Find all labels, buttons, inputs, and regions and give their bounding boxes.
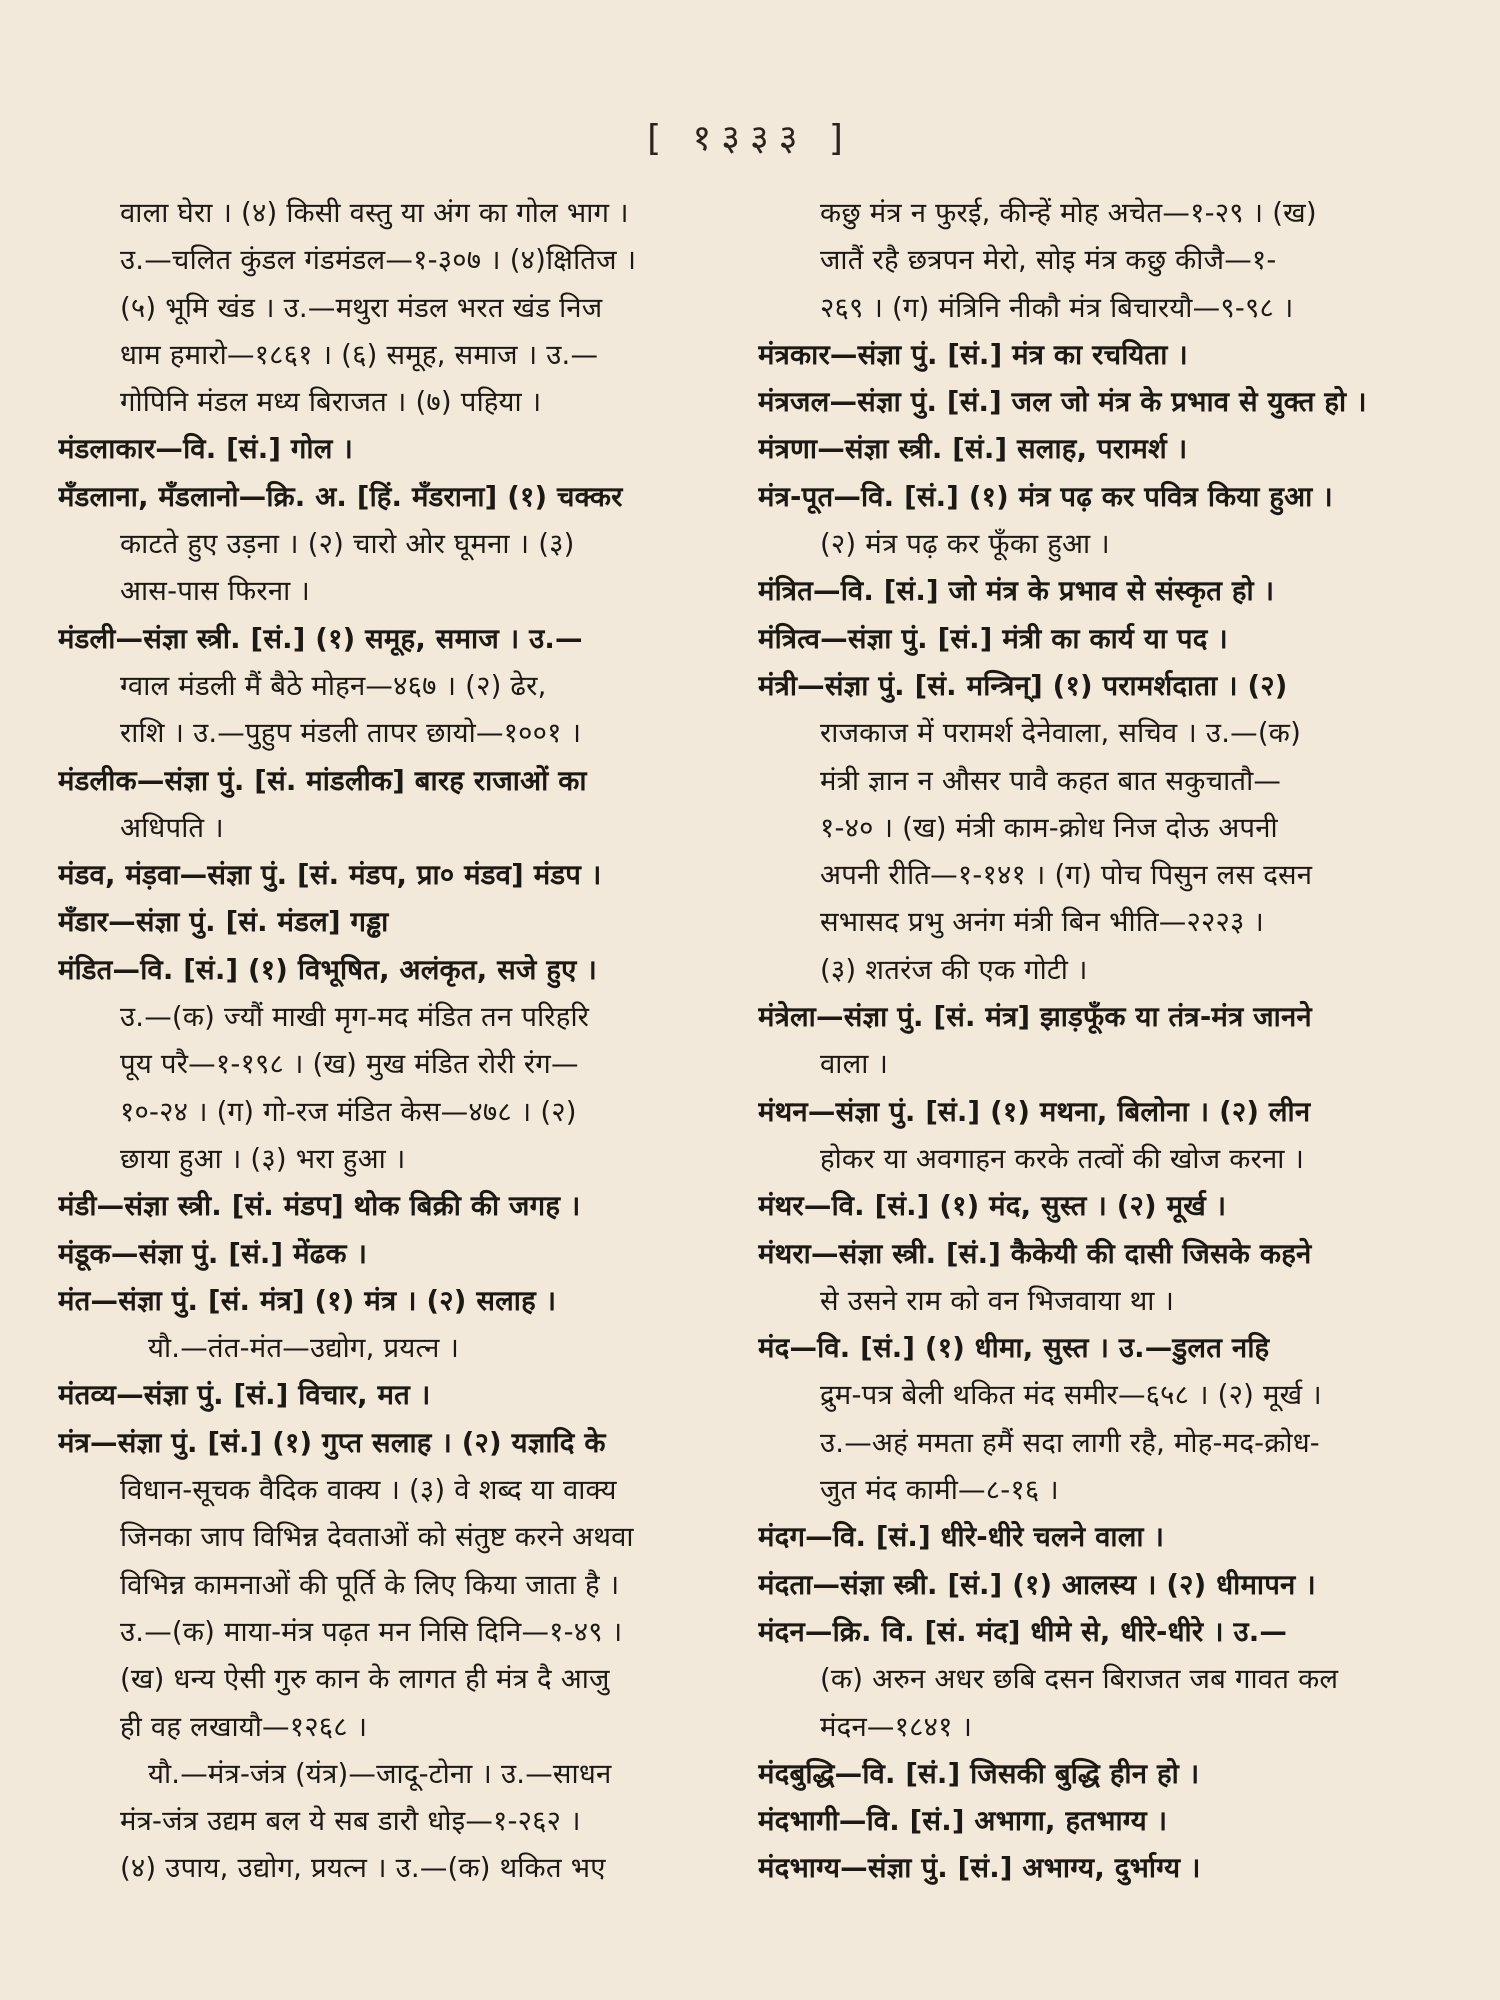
entry-headword-line: मंदभागी—वि. [सं.] अभागा, हतभाग्य । <box>758 1805 1168 1838</box>
entry-text-line: कछु मंत्र न फुरई, कीन्हें मोह अचेत—१-२९ । (ख) <box>820 197 1317 229</box>
entry-text-line: वाला घेरा । (४) किसी वस्तु या अंग का गोल भाग । <box>120 197 629 229</box>
entry-text-line: उ.—चलित कुंडल गंडमंडल—१-३०७ । (४)क्षितिज । <box>120 244 637 277</box>
entry-headword-line: मंडव, मंड़वा—संज्ञा पुं. [सं. मंडप, प्रा० मंडव] मंडप । <box>58 859 602 892</box>
entry-text-line: राजकाज में परामर्श देनेवाला, सचिव । उ.—(क) <box>820 717 1302 750</box>
entry-text-line: जिनका जाप विभिन्न देवताओं को संतुष्ट करने अथवा <box>120 1521 634 1554</box>
entry-text-line: काटते हुए उड़ना । (२) चारो ओर घूमना । (३) <box>120 528 575 561</box>
entry-headword-line: मँडलाना, मँडलानो—क्रि. अ. [हिं. मँडराना] (१) चक्कर <box>58 480 623 513</box>
entry-text-line: जुत मंद कामी—८-१६ । <box>820 1474 1059 1507</box>
entry-headword-line: मंडलीक—संज्ञा पुं. [सं. मांडलीक] बारह राजाओं का <box>58 764 587 797</box>
page-number: [ १३३३ ] <box>647 118 853 159</box>
entry-text-line: छाया हुआ । (३) भरा हुआ । <box>120 1142 406 1175</box>
entry-text-line: सभासद प्रभु अनंग मंत्री बिन भीति—२२२३ । <box>820 906 1265 939</box>
entry-text-line: १०-२४ । (ग) गो-रज मंडित केस—४७८ । (२) <box>120 1095 577 1128</box>
entry-text-line: विभिन्न कामनाओं की पूर्ति के लिए किया जाता है । <box>120 1568 620 1601</box>
entry-headword-line: मंत—संज्ञा पुं. [सं. मंत्र] (१) मंत्र । (२) सलाह । <box>58 1284 557 1317</box>
entry-text-line: (४) उपाय, उद्योग, प्रयत्न । उ.—(क) थकित भए <box>120 1852 606 1885</box>
entry-text-line: (५) भूमि खंड । उ.—मथुरा मंडल भरत खंड निज <box>120 291 603 324</box>
entry-headword-line: मंथन—संज्ञा पुं. [सं.] (१) मथना, बिलोना । (२) लीन <box>758 1095 1311 1128</box>
entry-headword-line: मंत्रणा—संज्ञा स्त्री. [सं.] सलाह, परामर्श । <box>758 433 1188 466</box>
entry-text-line: मंत्री ज्ञान न औसर पावै कहत बात सकुचातौ— <box>820 764 1282 797</box>
entry-headword-line: मंडली—संज्ञा स्त्री. [सं.] (१) समूह, समाज । उ.— <box>58 622 583 655</box>
entry-headword-line: मंडूक—संज्ञा पुं. [सं.] मेंढक । <box>58 1237 368 1270</box>
entry-headword-line: मंत्रित—वि. [सं.] जो मंत्र के प्रभाव से संस्कृत हो । <box>758 575 1275 608</box>
entry-headword-line: मंडित—वि. [सं.] (१) विभूषित, अलंकृत, सजे हुए । <box>58 953 597 986</box>
entry-headword-line: मंत्र—संज्ञा पुं. [सं.] (१) गुप्त सलाह । (२) यज्ञादि के <box>58 1426 606 1459</box>
entry-text-line: (३) शतरंज की एक गोटी । <box>820 953 1088 986</box>
entry-text-line: उ.—अहं ममता हमैं सदा लागी रहै, मोह-मद-क्रोध- <box>820 1426 1320 1459</box>
entry-headword-line: मंत्र-पूत—वि. [सं.] (१) मंत्र पढ़ कर पवित्र किया हुआ । <box>758 480 1333 513</box>
entry-text-line: अपनी रीति—१-१४१ । (ग) पोच पिसुन लस दसन <box>820 859 1313 892</box>
entry-text-line: द्रुम-पत्र बेली थकित मंद समीर—६५८ । (२) मूर्ख । <box>820 1379 1322 1412</box>
entry-headword-line: मंदन—क्रि. वि. [सं. मंद] धीमे से, धीरे-धीरे । उ.— <box>758 1615 1288 1648</box>
entry-text-line: उ.—(क) माया-मंत्र पढ़त मन निसि दिनि—१-४९ । <box>120 1615 623 1648</box>
entry-headword-line: मंदबुद्धि—वि. [सं.] जिसकी बुद्धि हीन हो । <box>758 1757 1200 1790</box>
entry-text-line: यौ.—मंत्र-जंत्र (यंत्र)—जादू-टोना । उ.—साधन <box>148 1757 612 1790</box>
entry-text-line: अधिपति । <box>120 811 224 844</box>
entry-text-line: ग्वाल मंडली मैं बैठे मोहन—४६७ । (२) ढेर, <box>120 669 547 702</box>
entry-text-line: पूय परै—१-१९८ । (ख) मुख मंडित रोरी रंग— <box>120 1048 579 1081</box>
entry-headword-line: मंडी—संज्ञा स्त्री. [सं. मंडप] थोक बिक्री की जगह । <box>58 1190 581 1223</box>
entry-text-line: उ.—(क) ज्यौं माखी मृग-मद मंडित तन परिहरि <box>120 1001 590 1034</box>
entry-text-line: (२) मंत्र पढ़ कर फूँका हुआ । <box>820 528 1110 561</box>
left-column <box>58 190 718 1893</box>
entry-headword-line: मंथर—वि. [सं.] (१) मंद, सुस्त । (२) मूर्ख । <box>758 1190 1227 1223</box>
entry-headword-line: मंदग—वि. [सं.] धीरे-धीरे चलने वाला । <box>758 1521 1165 1554</box>
entry-headword-line: मंदभाग्य—संज्ञा पुं. [सं.] अभाग्य, दुर्भाग्य । <box>758 1852 1201 1885</box>
entry-headword-line: मंदता—संज्ञा स्त्री. [सं.] (१) आलस्य । (२) धीमापन । <box>758 1568 1316 1601</box>
entry-headword-line: मंतव्य—संज्ञा पुं. [सं.] विचार, मत । <box>58 1379 431 1412</box>
entry-headword-line: मंत्रेला—संज्ञा पुं. [सं. मंत्र] झाड़फूँक या तंत्र-मंत्र जानने <box>758 1001 1312 1034</box>
entry-headword-line: मंत्रजल—संज्ञा पुं. [सं.] जल जो मंत्र के प्रभाव से युक्त हो । <box>758 386 1367 419</box>
entry-text-line: होकर या अवगाहन करके तत्वों की खोज करना । <box>820 1142 1305 1175</box>
entry-text-line: मंत्र-जंत्र उद्यम बल ये सब डारौ धोइ—१-२६२ । <box>120 1805 581 1838</box>
entry-text-line: वाला । <box>820 1048 889 1081</box>
entry-headword-line: मँडार—संज्ञा पुं. [सं. मंडल] गड्ढा <box>58 906 389 939</box>
entry-headword-line: मंडलाकार—वि. [सं.] गोल । <box>58 433 353 466</box>
entry-text-line: २६९ । (ग) मंत्रिनि नीकौ मंत्र बिचारयौ—९-९८ । <box>820 291 1294 324</box>
entry-text-line: से उसने राम को वन भिजवाया था । <box>820 1284 1175 1317</box>
entry-text-line: १-४० । (ख) मंत्री काम-क्रोध निज दोऊ अपनी <box>820 811 1278 844</box>
entry-text-line: विधान-सूचक वैदिक वाक्य । (३) वे शब्द या वाक्य <box>120 1474 617 1507</box>
entry-text-line: राशि । उ.—पुहुप मंडली तापर छायो—१००१ । <box>120 717 582 750</box>
entry-headword-line: मंद—वि. [सं.] (१) धीमा, सुस्त । उ.—डुलत नहि <box>758 1332 1270 1365</box>
entry-text-line: जातैं रहै छत्रपन मेरो, सोइ मंत्र कछु कीजै—१- <box>820 244 1277 277</box>
entry-text-line: गोपिनि मंडल मध्य बिराजत । (७) पहिया । <box>120 386 542 419</box>
entry-text-line: यौ.—तंत-मंत—उद्योग, प्रयत्न । <box>148 1332 460 1365</box>
entry-text-line: (ख) धन्य ऐसी गुरु कान के लागत ही मंत्र दै आजु <box>120 1663 610 1696</box>
entry-text-line: मंदन—१८४१ । <box>820 1710 973 1743</box>
entry-text-line: धाम हमारो—१८६१ । (६) समूह, समाज । उ.— <box>120 338 599 371</box>
entry-text-line: आस-पास फिरना । <box>120 575 311 608</box>
entry-headword-line: मंत्रित्व—संज्ञा पुं. [सं.] मंत्री का कार्य या पद । <box>758 622 1228 655</box>
entry-headword-line: मंथरा—संज्ञा स्त्री. [सं.] कैकेयी की दासी जिसके कहने <box>758 1237 1312 1270</box>
entry-headword-line: मंत्रकार—संज्ञा पुं. [सं.] मंत्र का रचयिता । <box>758 338 1188 371</box>
entry-headword-line: मंत्री—संज्ञा पुं. [सं. मन्त्रिन्] (१) परामर्शदाता । (२) <box>758 669 1288 702</box>
entry-text-line: ही वह लखायौ—१२६८ । <box>120 1710 368 1743</box>
right-column <box>758 190 1418 1893</box>
entry-text-line: (क) अरुन अधर छबि दसन बिराजत जब गावत कल <box>820 1663 1339 1696</box>
